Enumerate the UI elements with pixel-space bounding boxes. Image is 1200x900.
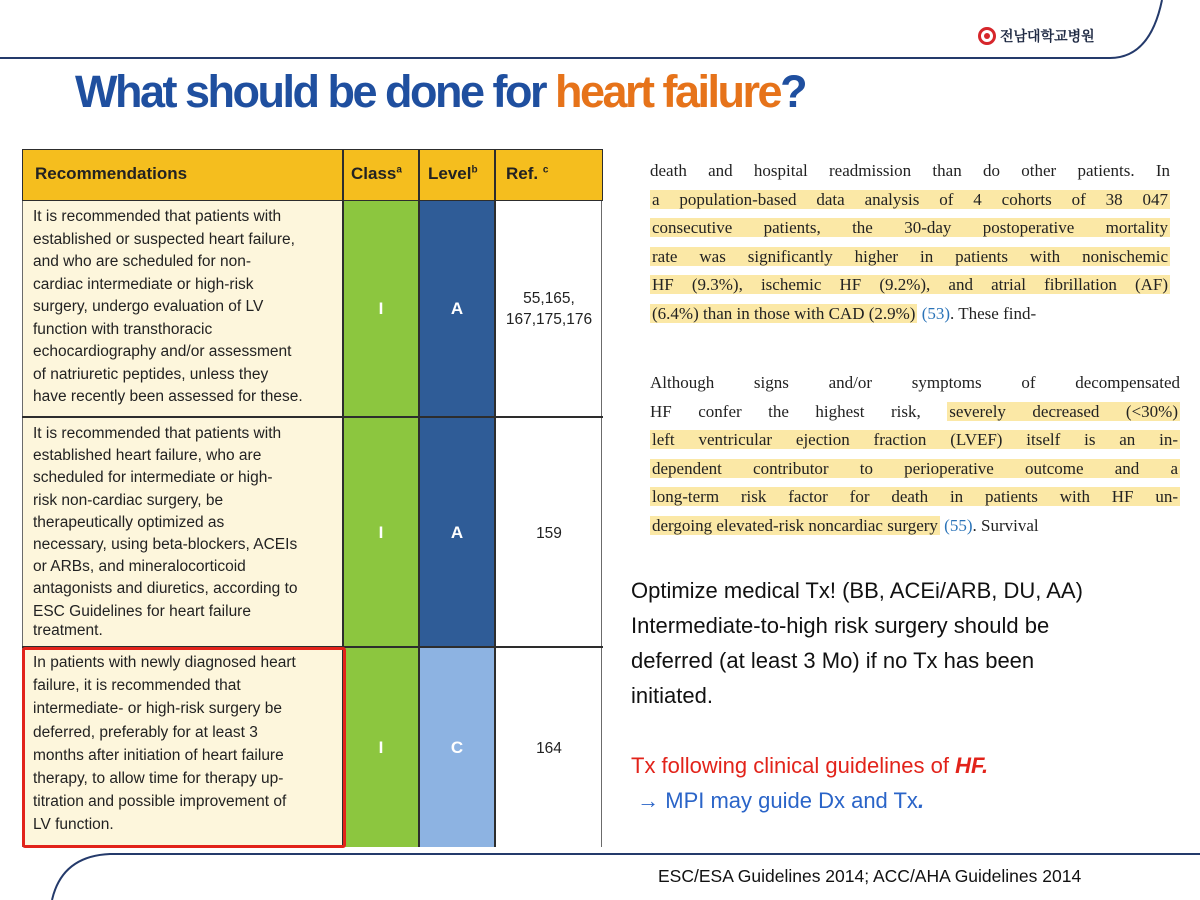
citation-link[interactable]: (55) [944, 515, 973, 535]
recommendation-cell [22, 418, 342, 647]
summary-notes [631, 573, 1083, 818]
recommendation-line: echocardiography and/or assessment [33, 343, 292, 360]
highlighted-text: dependent contributor to perioperative outcome and a [652, 458, 1178, 478]
ref-line: 55,165, [523, 290, 575, 307]
journal-excerpt-2 [650, 369, 1180, 540]
source-citation: ESC/ESA Guidelines 2014; ACC/AHA Guidelines 2014 [658, 866, 1082, 886]
recommendation-line: therapy, to allow time for therapy up- [33, 770, 284, 788]
level-value: A [450, 523, 464, 542]
ref-line: 164 [536, 740, 562, 757]
note-line: deferred (at least 3 Mo) if no Tx has been [631, 648, 1035, 673]
excerpt-tail: . These find- [950, 303, 1037, 323]
recommendation-line: In patients with newly diagnosed heart [33, 654, 296, 671]
excerpt-line [650, 426, 1180, 455]
recommendation-line: or ARBs, and mineralocorticoid [33, 558, 246, 576]
recommendation-line: therapeutically optimized as [33, 513, 225, 531]
excerpt-line: Although signs and/or symptoms of decompensated [650, 373, 1180, 392]
ref-value [496, 738, 602, 759]
recommendation-line: have recently been assessed for these. [33, 388, 303, 405]
header-level: Level$^b$ [428, 164, 478, 183]
recommendation-line: It is recommended that patients with [33, 208, 282, 225]
excerpt-line [650, 186, 1170, 215]
recommendation-line: titration and possible improvement of [33, 793, 287, 811]
excerpt-plain: HF confer the highest risk, [650, 401, 948, 421]
recommendation-line: months after initiation of heart failure [33, 746, 284, 764]
highlighted-text: severely decreased (<30%) [949, 401, 1178, 421]
excerpt-line [650, 483, 1180, 512]
slide-title [75, 66, 805, 118]
excerpt-tail: . Survival [972, 515, 1039, 535]
highlighted-text: consecutive patients, the 30-day postoperative mortality [652, 218, 1168, 237]
slide-frame-bottom [0, 840, 1200, 900]
recommendation-line: LV function. [33, 816, 114, 834]
recommendation-line: necessary, using beta-blockers, ACEIs [33, 536, 298, 554]
highlighted-text: dergoing elevated-risk noncardiac surgery [652, 515, 938, 535]
recommendation-line: risk non-cardiac surgery, be [33, 491, 224, 509]
excerpt-line [650, 455, 1180, 484]
title-highlight: heart failure [554, 66, 781, 117]
excerpt-line [650, 243, 1170, 272]
class-value: I [378, 738, 384, 757]
recommendation-line: established heart failure, who are [33, 447, 262, 465]
note-line-mpi: → MPI may guide Dx and Tx. [637, 788, 925, 813]
ref-value [496, 523, 602, 544]
note-line: Optimize medical Tx! (BB, ACEi/ARB, DU, AA) [631, 578, 1083, 603]
note-line: initiated. [631, 683, 713, 708]
highlighted-text: a population-based data analysis of 4 cohorts of 38 047 [652, 189, 1168, 209]
highlighted-text: left ventricular ejection fraction (LVEF) itself is an in- [652, 430, 1178, 449]
recommendation-line: antagonists and diuretics, according to [33, 580, 298, 598]
class-value: I [378, 299, 384, 318]
recommendation-line: established or suspected heart failure, [33, 230, 295, 248]
excerpt-line [650, 300, 1170, 329]
header-recommendations: Recommendations [35, 164, 188, 183]
level-value: C [450, 738, 464, 757]
recommendation-line: treatment. [33, 621, 103, 639]
header-ref: Ref. $^c$ [506, 164, 549, 183]
note-emphasis: HF. [955, 753, 989, 778]
excerpt-line [650, 512, 1180, 541]
class-value: I [378, 523, 384, 542]
recommendation-line: of natriuretic peptides, unless they [33, 365, 269, 383]
arrow-right-icon: → [637, 788, 660, 813]
level-value: A [450, 299, 464, 318]
note-line-guidelines: Tx following clinical guidelines of HF. [631, 753, 989, 778]
recommendation-line: intermediate- or high-risk surgery be [33, 700, 282, 718]
recommendation-line: and who are scheduled for non- [33, 253, 252, 270]
highlighted-text: HF (9.3%), ischemic HF (9.2%), and atrial fibrillation (AF) [652, 275, 1168, 294]
excerpt-line [650, 398, 1180, 427]
recommendation-line: ESC Guidelines for heart failure [33, 602, 251, 620]
hospital-logo [978, 26, 1095, 46]
recommendation-line: scheduled for intermediate or high- [33, 469, 273, 487]
ref-line: 167,175,176 [505, 311, 593, 328]
hospital-name: 전남대학교병원 [1000, 29, 1095, 45]
citation-link[interactable]: (53) [921, 303, 951, 323]
hospital-emblem-icon [978, 27, 996, 45]
level-column-dark [420, 201, 494, 647]
excerpt-line: death and hospital readmission than do other patients. In [650, 161, 1170, 180]
highlight-box [22, 647, 346, 848]
ref-value [496, 288, 602, 330]
highlighted-text: (6.4%) than in those with CAD (2.9%) [652, 303, 916, 323]
highlighted-text: rate was significantly higher in patients with nonischemic [652, 246, 1168, 266]
journal-excerpt-1 [650, 157, 1170, 328]
excerpt-line [650, 271, 1170, 300]
note-spacer [631, 713, 1083, 748]
header-class: Class$^a$ [351, 164, 402, 183]
title-text: What should be done for [75, 66, 555, 117]
recommendation-line: It is recommended that patients with [33, 425, 282, 442]
recommendation-line: function with transthoracic [33, 320, 213, 338]
excerpt-line [650, 214, 1170, 243]
highlighted-text: long-term risk factor for death in patients with HF un- [652, 487, 1178, 506]
title-question-mark: ? [780, 66, 806, 117]
table-header [22, 149, 603, 201]
recommendation-line: surgery, undergo evaluation of LV [33, 298, 264, 315]
note-line: Intermediate-to-high risk surgery should be [631, 613, 1050, 638]
recommendation-line: failure, it is recommended that [33, 677, 241, 695]
recommendation-line: cardiac intermediate or high-risk [33, 275, 254, 293]
recommendation-line: deferred, preferably for at least 3 [33, 723, 258, 741]
recommendation-cell [22, 201, 342, 417]
ref-line: 159 [536, 525, 562, 542]
